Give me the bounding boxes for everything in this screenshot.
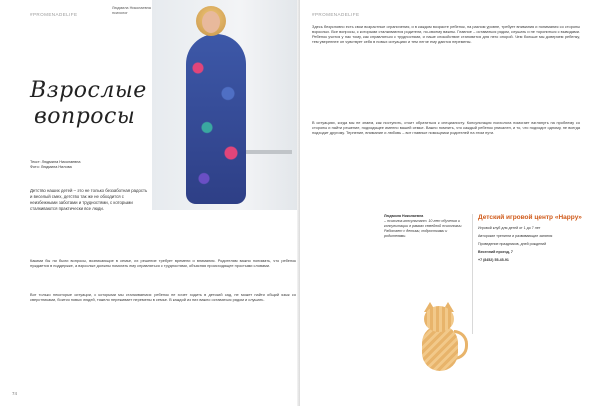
author-photo-credit: Фото: Людмила Нилова [30,165,72,169]
center-line-1: Игровой клуб для детей от 1 до 7 лет [478,226,541,230]
bio-text: – психолог-консультант. 10 лет обучения и консультации в рамках семейной психологии. Работает с детьми, подростками и родителями. [384,219,463,238]
bio-name: Людмила Николаевна [384,214,424,218]
page-number: 74 [12,391,18,396]
photo-caption-name: Людмила Николаевна [112,6,151,10]
body-text-1: Какими бы ни были вопросы, возникающие в семье, их решение требует времени и внимания. Родителям важно понимать, что ребенок нуждается в поддержке, а взрослые должны помогать ему справляться с трудностями, объясняя происходящее простыми словами. [30,258,296,269]
cat-illustration-icon [410,300,470,380]
body-text-2: Вот только некоторые ситуации, с которыми мы сталкиваемся: ребенок не хочет ходить в детский сад, не может найти общий язык со сверстниками, боится новых людей, тяжело переживает перемены в семье. В каждой из них важно оставаться рядом и слушать. [30,292,296,303]
right-col-text-2: В ситуациях, когда мы не знаем, как поступить, стоит обратиться к специалисту. Консультация психолога помогает взглянуть на проблему со стороны и найти решение, подходящее именно вашей семье. Важно помнить, что каждый ребенок уникален, и то, что подходит одному, не всегда подходит другому. Терпение, внимание и любовь – вот главные помощники родителей на этом пути. [312,120,580,136]
play-center-title: Детский игровой центр «Happy» [478,214,582,221]
center-line-5: +7 (8452) 55-45-91 [478,258,509,262]
photo-caption-role: психолог [112,11,128,15]
right-page [300,0,600,406]
heading-line-1: Взрослые [30,78,147,103]
hashtag-right: #PROMENADELIFE [312,12,360,17]
center-line-2: Авторские тренинги и развивающие занятия [478,234,553,238]
center-line-3: Проведение праздников, дней рождений [478,242,547,246]
photo-caption [112,6,151,16]
portrait-photo [152,0,299,210]
article-heading [30,78,147,130]
author-text-credit: Текст: Людмила Николаевна [30,160,81,164]
right-col-text-1: Здесь безусловно есть свои возрастные ограничения, и в каждом возрасте ребенок, на разном уровне, требует внимания и понимания со стороны взрослых. Все вопросы, с которыми сталкиваются родители, по-своему важны. Главное – оставаться рядом, слушать и не торопиться с выводами. Ребенок учится у нас тому, как справляться с трудностями, и наше спокойствие становится для него опорой. Чем больше мы доверяем ребенку, тем увереннее он чувствует себя в новых ситуациях и тем легче ему даются перемены. [312,24,580,45]
article-lede: Детство наших детей – это не только беззаботная радость и веселый смех, детство так же не обходится с неизбежными заботами и трудностями, с которыми сталкиваются практически все люди. [30,188,148,212]
left-page [0,0,299,406]
play-center-details [478,226,578,266]
heading-line-2: вопросы [34,104,136,129]
author-credits [30,160,81,170]
column-divider [472,214,473,334]
center-line-4: Весенний проезд, 7 [478,250,513,254]
hashtag-left: #PROMENADELIFE [30,12,78,17]
psychologist-bio [384,214,466,239]
